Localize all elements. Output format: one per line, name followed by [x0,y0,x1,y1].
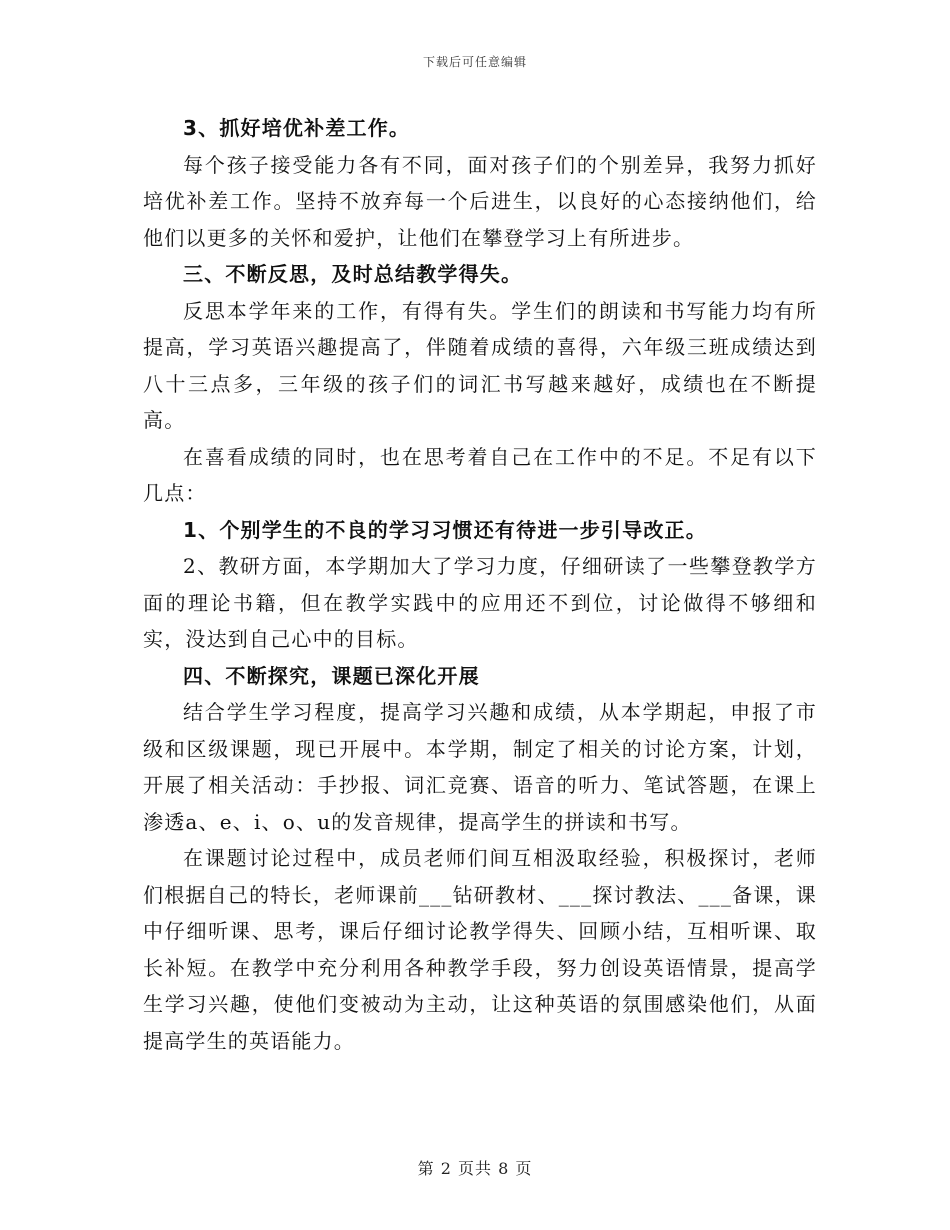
section-heading: 四、不断探究，课题已深化开展 [183,663,480,688]
section-heading: 1、个别学生的不良的学习习惯还有待进一步引导改正。 [183,517,707,542]
document-body [143,110,817,1059]
paragraph: 结合学生学习程度，提高学习兴趣和成绩，从本学期起，申报了市级和区级课题，现已开展中。本学期，制定了相关的讨论方案，计划，开展了相关活动：手抄报、词汇竞赛、语音的听力、笔试答题，在课上渗透a、e、i、o、u的发音规律，提高学生的拼读和书写。 [143,700,817,834]
page-number: 第 2 页共 8 页 [417,1159,533,1178]
page-header-note: 下载后可任意编辑 [422,55,527,69]
paragraph: 在喜看成绩的同时，也在思考着自己在工作中的不足。不足有以下几点： [143,444,817,505]
paragraph: 每个孩子接受能力各有不同，面对孩子们的个别差异，我努力抓好培优补差工作。坚持不放弃每一个后进生，以良好的心态接纳他们，给他们以更多的关怀和爱护，让他们在攀登学习上有所进步。 [143,152,817,250]
section-heading: 三、不断反思，及时总结教学得失。 [183,262,523,286]
section-heading: 3、抓好培优补差工作。 [183,116,411,140]
paragraph: 在课题讨论过程中，成员老师们间互相汲取经验，积极探讨，老师们根据自己的特长，老师课前___钻研教材、___探讨教法、___备课，课中仔细听课、思考，课后仔细讨论教学得失、回顾小结，互相听课、取长补短。在教学中充分利用各种教学手段，努力创设英语情景，提高学生学习兴趣，使他们变被动为主动，让这种英语的氛围感染他们，从面提高学生的英语能力。 [143,846,817,1053]
paragraph: 反思本学年来的工作，有得有失。学生们的朗读和书写能力均有所提高，学习英语兴趣提高了，伴随着成绩的喜得，六年级三班成绩达到八十三点多，三年级的孩子们的词汇书写越来越好，成绩也在不断提高。 [143,298,817,432]
paragraph: 2、教研方面，本学期加大了学习力度，仔细研读了一些攀登教学方面的理论书籍，但在教学实践中的应用还不到位，讨论做得不够细和实，没达到自己心中的目标。 [143,554,817,651]
